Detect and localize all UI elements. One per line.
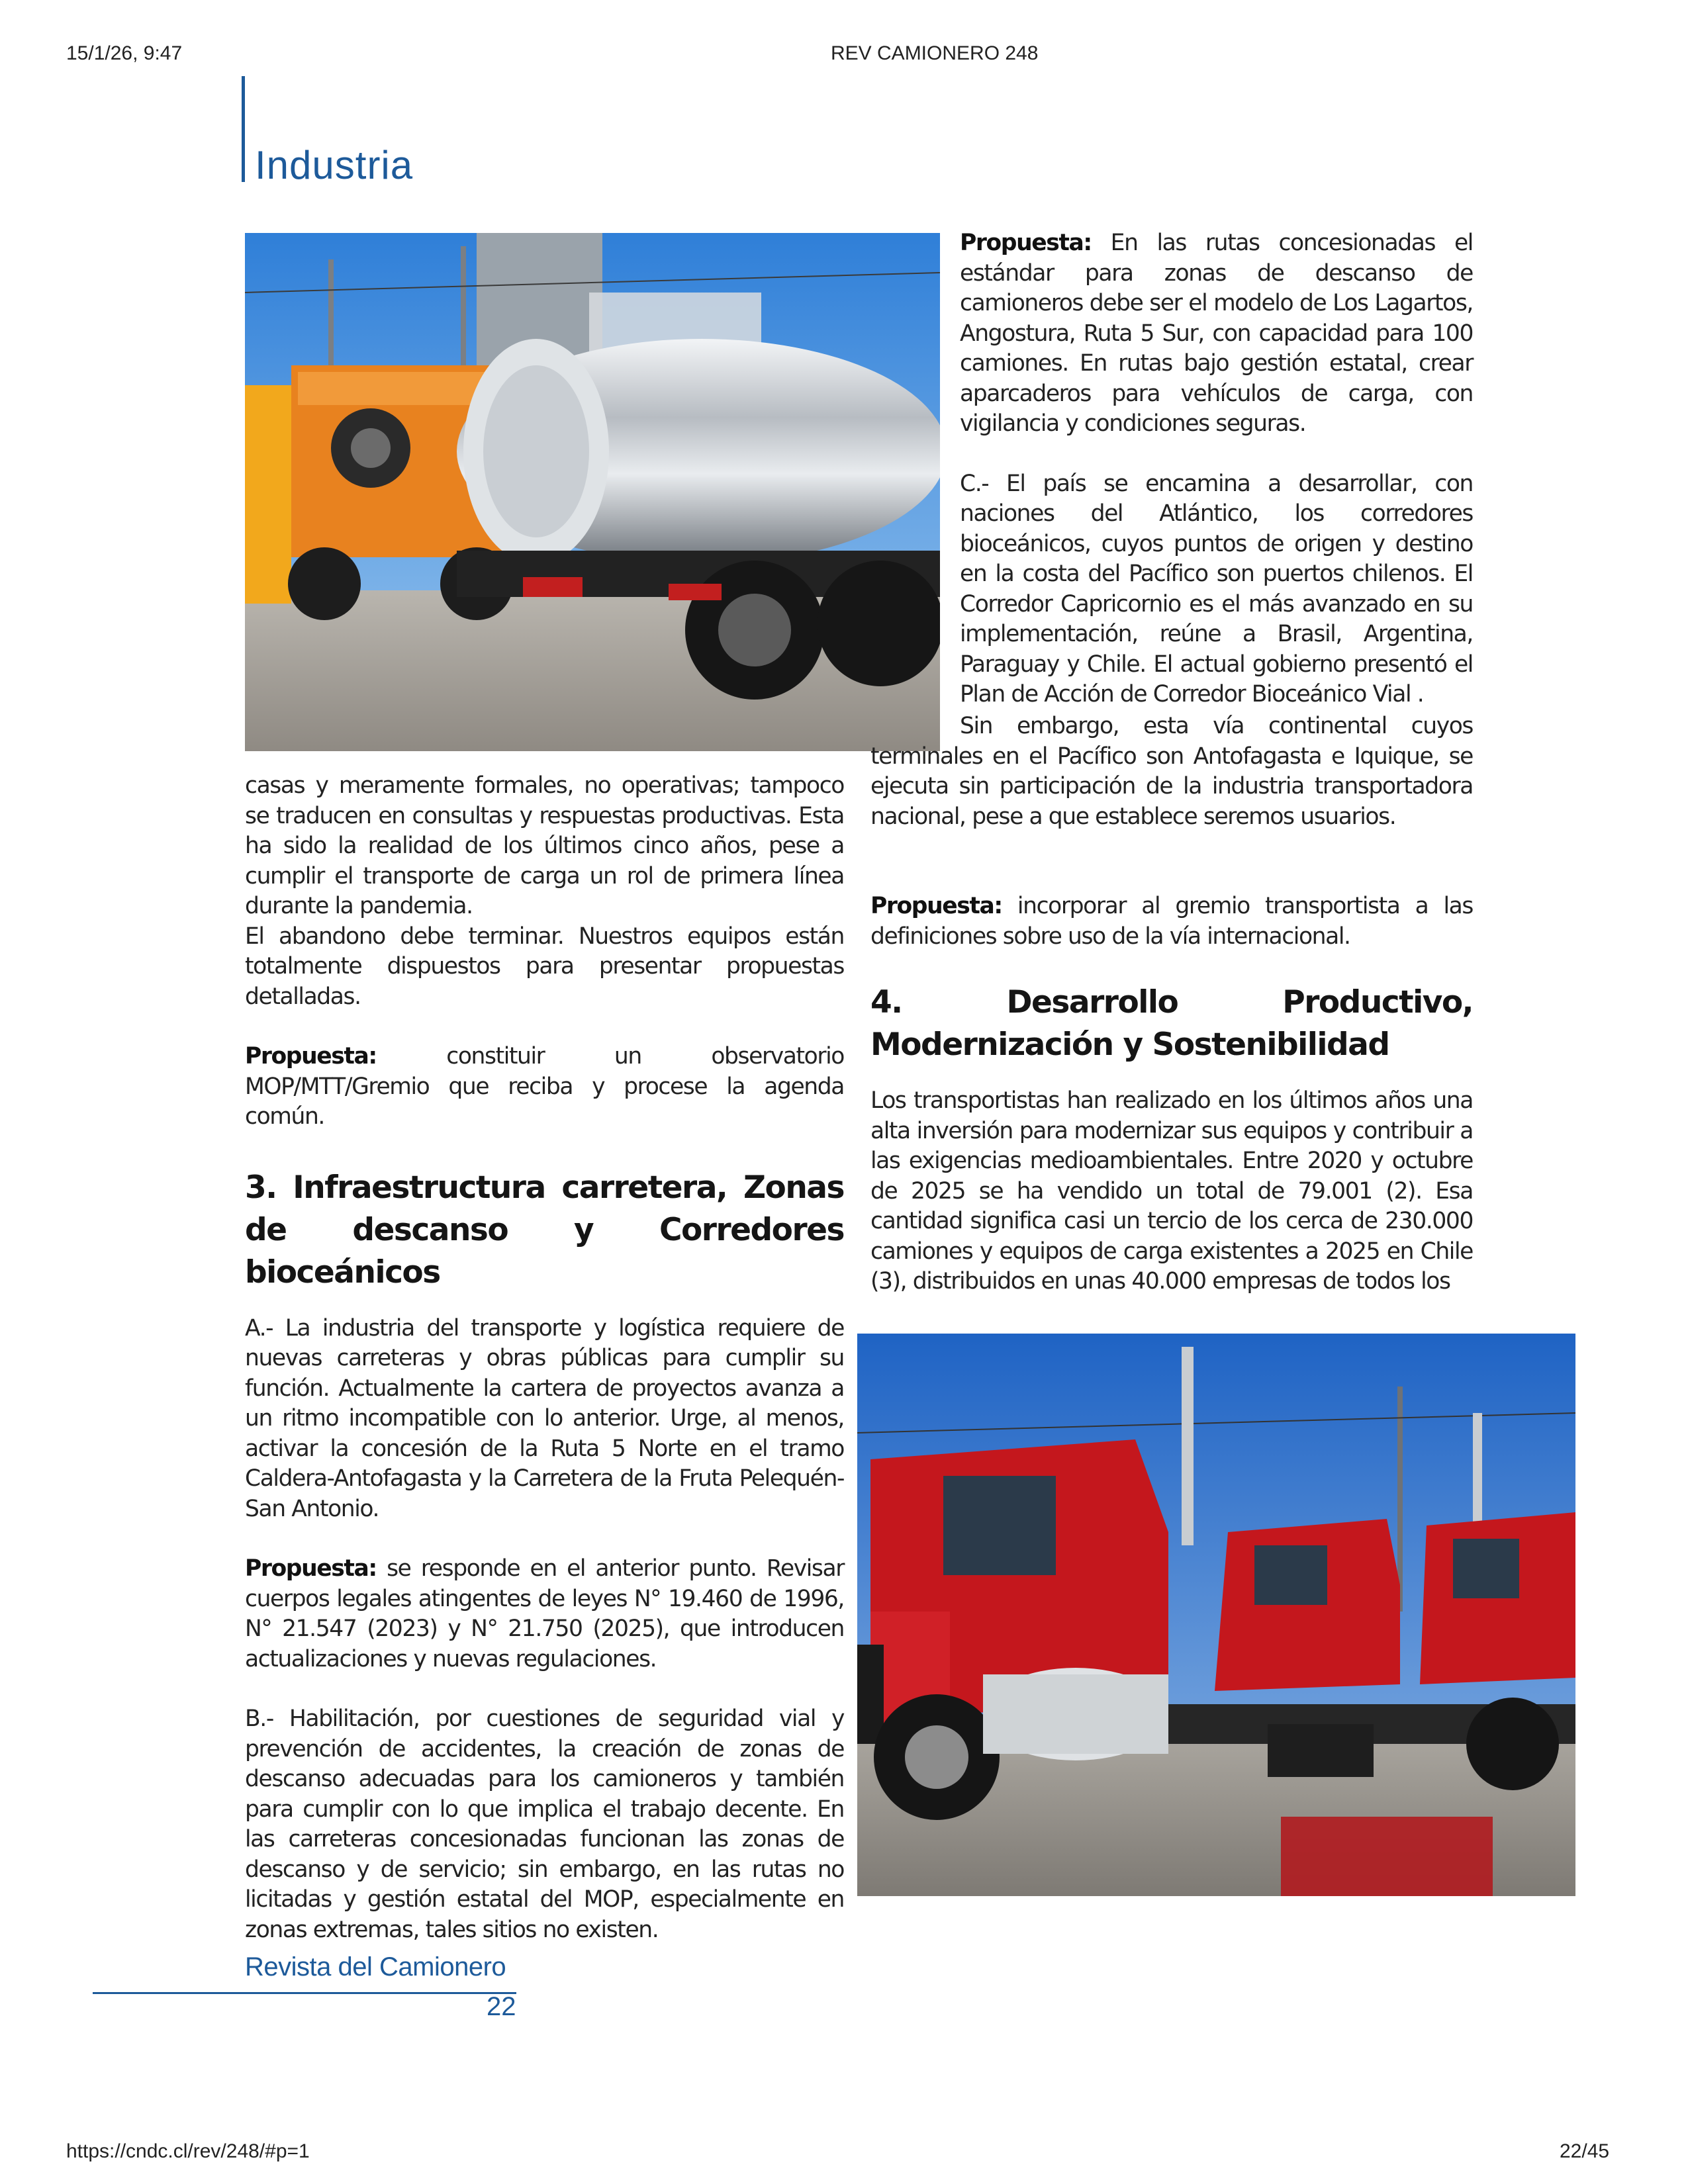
photo-tanker-trucks xyxy=(245,233,940,751)
proposal-label: Propuesta: xyxy=(960,230,1092,256)
proposal-label: Propuesta: xyxy=(870,893,1002,919)
heading-section-3: 3. Infraestructura carretera, Zonas de descanso y Corredores bioceánicos xyxy=(245,1169,844,1291)
footer-magazine-name: Revista del Camionero xyxy=(245,1952,506,1981)
right-column-wrap xyxy=(870,711,1473,832)
proposal-text: se responde en el anterior punto. Revisar cuerpos legales atingentes de leyes N° 19.460 de 1996, N° 21.547 (2023) y N° 21.750 (2025), que introducen actualizaciones y nuevas regulaciones. xyxy=(245,1555,844,1672)
footer-rule xyxy=(93,1992,516,1994)
section-title: Industria xyxy=(255,143,414,187)
section-rule xyxy=(242,76,245,182)
tanker-trucks-illustration xyxy=(245,233,940,751)
proposal-text: incorporar al gremio transportista a las definiciones sobre uso de la vía internacional. xyxy=(870,893,1473,950)
paragraph-intro: casas y meramente formales, no operativas; tampoco se traducen en consultas y respuestas productivas. Esta ha sido la realidad de los últimos cinco años, pese a cumplir el transporte de carga un rol de primera línea durante la pandemia. xyxy=(245,772,844,919)
paragraph-a: A.- La industria del transporte y logística requiere de nuevas carreteras y obras públicas para cumplir su función. Actualmente la cartera de proyectos avanza a un ritmo incompatible con lo anterior. Urge, al menos, activar la concesión de la Ruta 5 Norte en el tramo Caldera-Antofagasta y la Carretera de la Fruta Pelequén-San Antonio. xyxy=(245,1314,844,1522)
paragraph-b: B.- Habilitación, por cuestiones de seguridad vial y prevención de accidentes, la creación de zonas de descanso adecuadas para los camioneros y también para cumplir con lo que implica el trabajo decente. En las carreteras concesionadas funcionan las zonas de descanso y de servicio; sin embargo, en las rutas no licitadas y gestión estatal del MOP, especialmente en zonas extremas, tales sitios no existen. xyxy=(245,1706,844,1943)
right-column-top xyxy=(960,228,1473,710)
heading-section-4: 4. Desarrollo Productivo, Modernización y Sostenibilidad xyxy=(870,984,1473,1063)
left-column xyxy=(245,771,844,1945)
print-url[interactable]: https://cndc.cl/rev/248/#p=1 xyxy=(66,2140,310,2162)
paragraph-4: Los transportistas han realizado en los últimos años una alta inversión para modernizar sus equipos y contribuir a las exigencias medioambientales. Entre 2020 y octubre de 2025 se ha vendido un total de 79.001 (2). Esa cantidad significa casi un tercio de los cerca de 230.000 camiones y equipos de carga existentes a 2025 en Chile (3), distribuidos en unas 40.000 empresas de todos los xyxy=(870,1087,1473,1295)
proposal-text: En las rutas concesionadas el estándar para zonas de descanso de camioneros debe ser el modelo de Los Lagartos, Angostura, Ruta 5 Sur, con capacidad para 100 camiones. En rutas bajo gestión estatal, crear aparcaderos para vehículos de carga, con vigilancia y condiciones seguras. xyxy=(960,230,1473,437)
paragraph-c: C.- El país se encamina a desarrollar, con naciones del Atlántico, los corredores bioceánicos, cuyos puntos de origen y destino en la costa del Pacífico son puertos chilenos. El Corredor Capricornio es el más avanzado en su implementación, reúne a Brasil, Argentina, Paraguay y Chile. El actual gobierno presentó el Plan de Acción de Corredor Bioceánico Vial . xyxy=(960,470,1473,707)
paragraph-c2: Sin embargo, esta vía continental cuyos terminales en el Pacífico son Antofagasta e Iquique, se ejecuta sin participación de la industria transportadora nacional, pese a que establece seremos usuarios. xyxy=(870,713,1473,830)
red-trucks-illustration xyxy=(857,1334,1575,1896)
proposal-observatorio xyxy=(245,1042,844,1132)
paragraph-abandono: El abandono debe terminar. Nuestros equipos están totalmente dispuestos para presentar propuestas detalladas. xyxy=(245,923,844,1010)
proposal-via-internacional xyxy=(870,891,1473,952)
print-doc-title: REV CAMIONERO 248 xyxy=(831,42,1039,64)
right-column-main xyxy=(870,891,1473,1297)
photo-red-trucks xyxy=(857,1334,1575,1896)
proposal-leyes xyxy=(245,1554,844,1674)
proposal-text: constituir un observatorio MOP/MTT/Gremio que reciba y procese la agenda común. xyxy=(245,1043,844,1130)
proposal-zonas-descanso xyxy=(960,228,1473,439)
footer-page-number: 22 xyxy=(487,1992,516,2021)
print-datetime: 15/1/26, 9:47 xyxy=(66,42,183,64)
proposal-label: Propuesta: xyxy=(245,1555,377,1582)
print-page-count: 22/45 xyxy=(1560,2140,1610,2162)
proposal-label: Propuesta: xyxy=(245,1043,377,1069)
